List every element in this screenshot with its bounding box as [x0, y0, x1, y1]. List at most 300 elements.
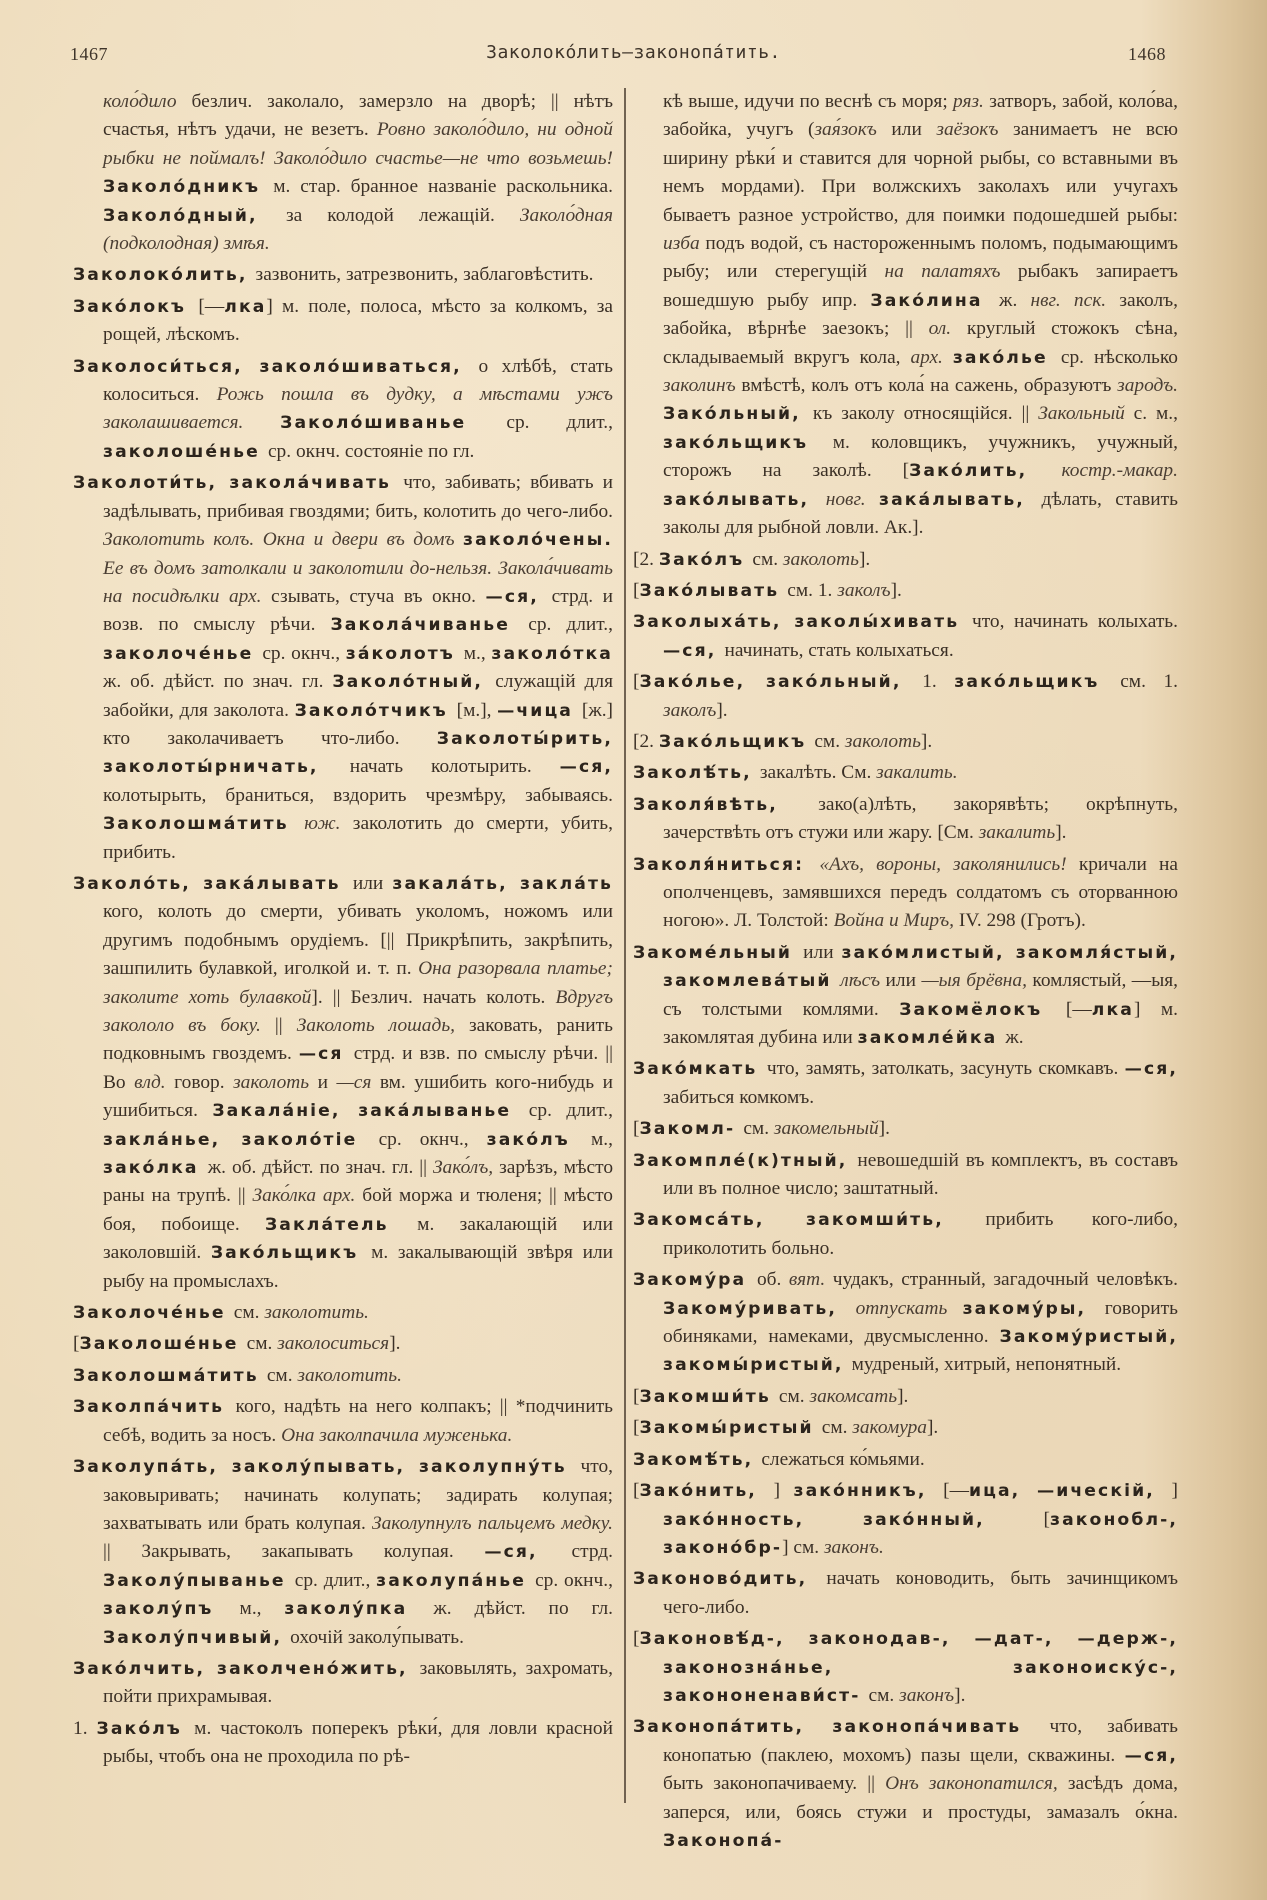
headword: Зако́мкать: [633, 1059, 767, 1080]
dictionary-entry: [73, 1362, 613, 1390]
dictionary-entry: [633, 1147, 1178, 1204]
entry-text: ж.: [1005, 1027, 1024, 1048]
entry-text: [—: [943, 1480, 969, 1502]
entry-text: заковылять, захромать, пойти прихрамывая.: [103, 1657, 613, 1708]
entry-text: невошедшій въ комплектъ, въ составъ или въ полное число; заштатный.: [663, 1149, 1179, 1200]
entry-text: кричали на ополченцевъ, замявшихся передъ солдатомъ съ оторванною ногою». Л. Толстой:: [663, 853, 1178, 932]
entry-text: см.: [743, 1118, 774, 1140]
entry-text: сзывать, стуча въ окно.: [270, 585, 486, 607]
headword: Заколо́дникъ: [103, 177, 274, 198]
entry-text: м. стар. бранное названіе раскольника.: [273, 176, 613, 198]
italic-text: костр.-макар.: [1061, 460, 1178, 482]
entry-text: ].: [926, 1417, 939, 1439]
entry-text: ср. окнч.,: [535, 1569, 613, 1591]
headword: Закомёлокъ: [899, 999, 1066, 1020]
left-column: [73, 88, 613, 1775]
headword: Зако́локъ: [73, 296, 199, 317]
entry-text: м.,: [239, 1598, 285, 1620]
italic-text: Зако́лка арх.: [252, 1185, 363, 1207]
italic-text: арх.: [910, 346, 953, 368]
italic-text: заколоть: [782, 548, 859, 570]
headword: зако́млистый, закомля́стый, закомлева́тый: [663, 942, 1178, 992]
entry-text: ж.: [999, 289, 1031, 311]
italic-text: юж.: [304, 813, 353, 835]
headword: зако́нникъ,: [793, 1481, 944, 1502]
italic-text: законъ.: [823, 1536, 884, 1558]
entry-text: м.,: [463, 642, 492, 664]
entry-text: [2.: [633, 730, 659, 752]
entry-text: ]: [773, 1480, 794, 1502]
headword: ица, —ическій,: [968, 1481, 1172, 1502]
headword: Зако́лье, зако́льный,: [639, 672, 923, 693]
headword: Заколоче́нье: [73, 1303, 234, 1324]
entry-text: см. 1.: [1120, 671, 1178, 693]
headword: —ся,: [484, 1542, 572, 1563]
headword: Закому́ристый, закомы́ристый,: [663, 1327, 1178, 1376]
headword: Зако́лина: [870, 290, 1000, 311]
headword: —ся: [298, 1044, 354, 1065]
headword: Заколоси́ться, заколо́шиваться,: [73, 356, 479, 377]
dictionary-entry: [73, 88, 613, 258]
italic-text: закомельный: [773, 1118, 879, 1140]
entry-text: говор.: [174, 1071, 234, 1093]
headword: зако́лка: [103, 1158, 208, 1179]
entry-text: ср. нѣсколько: [1060, 346, 1178, 368]
headword: Заколя́вѣть,: [633, 794, 819, 815]
italic-text: заколоситься: [277, 1333, 390, 1355]
headword: Закомса́ть, закомши́ть,: [633, 1210, 986, 1231]
italic-text: закалить: [978, 822, 1056, 844]
entry-text: начать коноводить, быть зачинщикомъ чего-либо.: [663, 1568, 1178, 1618]
entry-text: м. коловщикъ, учужникъ, учужный, сторожъ на заколѣ. [: [663, 431, 1178, 482]
entry-text: зако(а)лѣть, закорявѣть; окрѣпнуть, зачерствѣть отъ стужи или жару. [См.: [663, 793, 1178, 844]
entry-text: заколъ, забойка, вѣрнѣе заезокъ; ||: [663, 289, 1179, 340]
italic-text: заколотить.: [297, 1364, 402, 1386]
entry-text: ].: [920, 730, 933, 752]
italic-text: заёзокъ: [936, 119, 1013, 141]
entry-text: ср. длит.,: [528, 614, 613, 636]
headword: —ся,: [485, 586, 552, 607]
headword: Зако́лывать: [639, 580, 788, 601]
entry-text: что, начинать колыхать.: [971, 611, 1178, 633]
entry-text: или: [891, 119, 937, 141]
headword: Заколошма́тить: [103, 814, 305, 835]
italic-text: Она заколпачила муженька.: [281, 1424, 513, 1446]
entry-text: [м.],: [456, 699, 498, 721]
italic-text: Рожь пошла въ дудку, а мѣстами ужъ заколашивается.: [103, 384, 613, 434]
headword: Заколоти́ть, закола́чивать: [73, 473, 404, 494]
entry-text: 1.: [922, 671, 955, 693]
entry-text: слежаться ко́мьями.: [761, 1448, 925, 1470]
entry-text: [: [1043, 1508, 1050, 1530]
entry-text: кѣ выше, идучи по веснѣ съ моря;: [663, 91, 954, 112]
entry-text: || Закрывать, закапывать колупая.: [103, 1541, 485, 1563]
entry-text: быть законопачиваему. ||: [663, 1773, 886, 1795]
italic-text: Вдругъ закололо въ боку.: [103, 986, 614, 1036]
dictionary-entry: [73, 1715, 613, 1772]
headword: Заколупа́ть, заколу́пывать, заколупну́ть: [73, 1457, 581, 1478]
italic-text: законъ: [899, 1684, 955, 1706]
headword: зако́лье: [952, 347, 1061, 368]
dictionary-entry: [73, 353, 613, 467]
entry-text: ].: [716, 699, 728, 721]
headword: Зако́лъ: [658, 549, 753, 570]
italic-text: ол.: [928, 318, 967, 340]
headword: Зако́льный,: [663, 404, 813, 425]
entry-text: [—: [1065, 998, 1092, 1020]
headword: зако́лъ: [486, 1129, 592, 1150]
dictionary-entry: [73, 870, 613, 1296]
entry-text: IV. 298 (Гротъ).: [958, 910, 1086, 932]
headword: Закомѣ́ть,: [633, 1449, 762, 1470]
italic-text: коло́дило: [103, 91, 192, 112]
italic-text: новг.: [825, 488, 879, 510]
dictionary-entry: [633, 1477, 1178, 1562]
headword: Закомпле́(к)тный,: [633, 1150, 858, 1171]
entry-text: см.: [778, 1385, 810, 1407]
headword: Зако́лъ: [96, 1718, 195, 1739]
italic-text: изба: [663, 233, 706, 255]
dictionary-entry: [633, 1713, 1178, 1855]
dictionary-entry: [73, 1453, 613, 1652]
headword: закомле́йка: [857, 1028, 1006, 1048]
headword: заколо́тка: [491, 643, 613, 664]
entry-text: ].: [389, 1333, 401, 1355]
entry-text: заковать, ранить подковнымъ гвоздемъ.: [103, 1015, 613, 1065]
headword: Законопа́тить, законопа́чивать: [633, 1717, 1050, 1738]
right-column: [633, 88, 1178, 1858]
entry-text: [2.: [633, 548, 659, 570]
entry-text: кого, колоть до смерти, убивать уколомъ, ножомъ или другимъ подобнымъ орудіемъ. [|| Прикрѣпить, закрѣпить, зашпилить булавкой, иголкой и. т. п.: [103, 901, 613, 980]
entry-text: дѣлать, ставить заколы для рыбной ловли. Ак.].: [663, 488, 1178, 539]
entry-text: бой моржа и тюленя; || мѣсто боя, побоище.: [103, 1185, 613, 1235]
dictionary-entry: [633, 88, 1178, 543]
entry-text: м. закалывающій звѣря или рыбу на промыслахъ.: [103, 1242, 614, 1292]
dictionary-entry: [633, 1565, 1178, 1622]
entry-text: ср. окнч. состояніе по гл.: [267, 440, 475, 462]
entry-text: ж. дѣйст. по гл.: [433, 1598, 613, 1620]
entry-text: подъ водой, съ настороженнымъ поломъ, подымающимъ рыбу; или стерегущій: [663, 233, 1178, 283]
dictionary-entry: [73, 261, 613, 289]
entry-text: забиться комкомъ.: [663, 1086, 815, 1108]
italic-text: Заколотить колъ. Окна и двери въ домъ: [103, 529, 464, 551]
entry-text: ср. окнч.,: [378, 1128, 487, 1150]
dictionary-entry: [633, 1055, 1178, 1112]
entry-text: ]: [1171, 1480, 1178, 1502]
entry-text: или: [885, 970, 922, 992]
dictionary-entry: [633, 1383, 1178, 1411]
entry-text: затворъ, забой, коло́ва, забойка, учугъ (: [663, 91, 1178, 141]
headword: зако́льщикъ: [954, 672, 1121, 693]
entry-text: зазвонить, затрезвонить, заблаговѣстить.: [255, 264, 594, 286]
entry-text: ||: [274, 1015, 297, 1036]
entry-text: ].: [858, 548, 871, 570]
headword: Заколо́тный,: [332, 672, 496, 693]
entry-text: [: [633, 1628, 640, 1650]
entry-text: говорить обиняками, намеками, двусмысленно.: [663, 1297, 1178, 1348]
italic-text: Закольный: [1038, 403, 1134, 425]
entry-text: [: [633, 671, 640, 693]
entry-text: с. м.,: [1133, 403, 1178, 425]
headword: Закомы́ристый: [639, 1418, 822, 1439]
italic-text: заколъ: [663, 699, 717, 721]
headword: Заколя́ниться:: [633, 854, 820, 875]
headword: Зако́лчить, заколчено́жить,: [73, 1658, 420, 1679]
dictionary-entry: [633, 577, 1178, 605]
headword: Зако́лить,: [909, 461, 1062, 482]
italic-text: Зако́лъ,: [432, 1157, 500, 1179]
entry-text: комлястый, —ыя, съ толстыми комлями.: [663, 970, 1178, 1020]
headword: заколоше́нье: [103, 441, 268, 462]
entry-text: см.: [821, 1417, 853, 1439]
entry-text: см.: [814, 730, 845, 752]
italic-text: заколинъ: [663, 375, 742, 397]
headword: Закомл-: [639, 1119, 744, 1140]
headword: закому́ры,: [962, 1298, 1105, 1319]
entry-text: ср. длит.,: [528, 1100, 613, 1122]
headword: Заколыха́ть, заколы́хивать: [633, 612, 972, 633]
entry-text: см. 1.: [787, 579, 838, 601]
entry-text: [ж.] кто заколачиваетъ что-либо.: [103, 699, 614, 749]
italic-text: Заколупнулъ пальцемъ медку.: [372, 1512, 613, 1534]
headword: закала́ть, закла́ть: [392, 873, 613, 894]
headword: закла́нье, заколо́тіе: [103, 1129, 379, 1150]
headword: —ся,: [1124, 1059, 1178, 1080]
headword: Заколоко́лить,: [73, 265, 256, 286]
headword: Закала́ніе, зака́лыванье: [212, 1101, 529, 1122]
entry-text: что, забивать; вбивать и задѣлывать, прибивая гвоздями; бить, колотить до чего-либо.: [103, 472, 613, 522]
dictionary-entry: [633, 1115, 1178, 1143]
italic-text: на палатяхъ: [884, 261, 1018, 283]
headword: заколо́чены.: [463, 530, 613, 551]
entry-text: стрд. и взв. по смыслу рѣчи. || Во: [103, 1043, 613, 1093]
entry-text: что, замять, затолкать, засунуть скомкавъ.: [766, 1058, 1125, 1080]
entry-text: занимаетъ не всю ширину рѣки́ и ставится для чорной рыбы, со вставными въ немъ мордами). При волжскихъ заколахъ или учугахъ бываетъ разное устройство, для поимки подошедшей рыбы:: [663, 119, 1179, 226]
headword: заколу́пъ: [103, 1599, 240, 1620]
entry-text: [: [633, 579, 640, 601]
headword: Закому́ра: [633, 1270, 757, 1291]
entry-text: начинать, стать колыхаться.: [724, 639, 954, 661]
entry-text: охочій заколу́пывать.: [290, 1626, 464, 1648]
italic-text: Она разорвала платье; заколите хоть булавкой: [103, 958, 613, 1008]
headword: Законовѣ́д-, законодав-, —дат-, —держ-, законозна́нье, законоиску́с-, закононенави́ст-: [639, 1629, 1178, 1706]
italic-text: вят.: [788, 1269, 833, 1291]
entry-text: ж. об. дѣйст. по знач. гл. ||: [207, 1157, 433, 1179]
headword: Законопа́-: [663, 1830, 784, 1851]
entry-text: стрд. и возв. по смыслу рѣчи.: [103, 585, 613, 636]
italic-text: Заколоть лошадь,: [296, 1015, 470, 1036]
italic-text: зая́зокъ: [814, 119, 892, 141]
headword: Заколпа́чить: [73, 1397, 236, 1418]
headword: —чица: [497, 700, 582, 721]
entry-text: м. закалающій или заколовшій.: [103, 1213, 613, 1264]
dictionary-entry: [73, 1393, 613, 1450]
entry-text: закалѣть. См.: [759, 762, 877, 784]
page-number-left: 1467: [70, 44, 108, 64]
entry-text: мудреный, хитрый, непонятный.: [851, 1354, 1122, 1376]
entry-text: ж. об. дѣйст. по знач. гл.: [103, 671, 333, 693]
dictionary-entry: [633, 759, 1178, 787]
dictionary-entry: [633, 1446, 1178, 1474]
entry-text: кого, надѣть на него колпакъ; || *подчинить себѣ, водить за носъ.: [103, 1396, 614, 1446]
headword: за́колотъ: [345, 643, 464, 664]
italic-text: ряз.: [953, 91, 990, 112]
headword: Заколу́пыванье: [103, 1570, 295, 1591]
italic-text: нвг. пск.: [1030, 289, 1120, 311]
entry-text: ср. окнч.,: [262, 642, 346, 664]
entry-text: см.: [246, 1333, 278, 1355]
entry-text: служащій для забойки, для заколота.: [103, 671, 613, 721]
entry-text: колотырыть, браниться, вздорить чрезмѣру, забываясь.: [103, 784, 613, 806]
dictionary-entry: [633, 851, 1178, 936]
dictionary-entry: [633, 1206, 1178, 1263]
headword: —ся,: [559, 757, 613, 778]
headword: зако́лывать,: [663, 489, 826, 510]
italic-text: —ыя брёвна,: [921, 970, 1033, 992]
dictionary-entry: [73, 1299, 613, 1327]
italic-text: Ее въ домъ затолкали и заколотили до-нельзя. Закола́чивать на посидѣлки: [103, 557, 613, 607]
entry-text: ].: [878, 1118, 890, 1140]
entry-text: прибить кого-либо, приколотить больно.: [663, 1209, 1178, 1259]
dictionary-entry: [73, 293, 613, 350]
headword: Заколо́ть, зака́лывать: [73, 873, 353, 894]
dictionary-entry: [633, 728, 1178, 756]
headword: лка: [1091, 999, 1134, 1020]
entry-text: [: [633, 1480, 640, 1502]
headword: заколу́пка: [284, 1599, 434, 1620]
headword: заколупа́нье: [376, 1570, 536, 1591]
entry-text: зарѣзъ, мѣсто раны на трупѣ. ||: [103, 1157, 614, 1207]
headword: Зако́льщикъ: [210, 1243, 372, 1264]
entry-text: заколотить до смерти, убить, прибить.: [103, 813, 613, 863]
headword: Закоме́льный: [633, 942, 804, 963]
entry-text: ср. длит.,: [506, 412, 613, 434]
dictionary-entry: [633, 608, 1178, 665]
page-number-right: 1468: [1128, 44, 1166, 64]
italic-text: Заколо́дная (подколодная) змѣя.: [103, 204, 614, 255]
entry-text: или: [803, 941, 842, 963]
headword: Заколоты́рить, заколоты́рничать,: [103, 728, 613, 778]
headword: зако́нность, зако́нный,: [663, 1509, 1044, 1530]
entry-text: м. частоколъ поперекъ рѣки́, для ловли красной рыбы, чтобъ она не проходила по рѣ-: [103, 1717, 613, 1768]
dictionary-entry: [633, 668, 1178, 725]
headword: —ся,: [663, 640, 725, 661]
dictionary-entry: [73, 1330, 613, 1358]
entry-text: см.: [233, 1302, 265, 1324]
entry-text: ] см.: [782, 1536, 824, 1558]
dictionary-entry: [633, 1625, 1178, 1710]
entry-text: 1.: [73, 1717, 97, 1739]
entry-text: о хлѣбѣ, стать колоситься.: [103, 355, 613, 406]
headword: Закому́ривать,: [663, 1298, 856, 1319]
italic-text: заколоть: [844, 730, 921, 752]
entry-text: вмѣстѣ, колъ отъ кола́ на сажень, образуютъ: [741, 375, 1118, 397]
italic-text: Онъ законопатился,: [885, 1773, 1068, 1795]
column-divider: [624, 88, 626, 1803]
entry-text: ].: [897, 1385, 909, 1407]
headword: Заколѣ́ть,: [633, 763, 760, 784]
headword: Заколо́шиванье: [280, 413, 507, 434]
entry-text: стрд.: [571, 1541, 613, 1563]
italic-text: лѣсъ: [840, 970, 886, 992]
headword: зако́льщикъ: [663, 432, 833, 453]
entry-text: см.: [868, 1684, 900, 1706]
entry-text: засѣдъ дома, заперся, или, боясь стужи и простуды, замазалъ о́кна.: [663, 1773, 1179, 1823]
italic-text: Война и Миръ,: [833, 910, 959, 932]
headword: Закла́тель: [264, 1214, 418, 1235]
entry-text: къ заколу относящійся. ||: [812, 403, 1039, 425]
dictionary-entry: [73, 469, 613, 867]
entry-text: что, заковыривать; начинать колупать; задирать колупая; захватывать или брать колупая.: [103, 1456, 613, 1534]
italic-text: арх.: [228, 585, 271, 607]
running-head: [0, 42, 1267, 70]
italic-text: заколоть: [233, 1071, 318, 1093]
headword: законобл-, законо́бр-: [663, 1509, 1178, 1558]
entry-text: вм. ушибить кого-нибудь и ушибиться.: [103, 1071, 613, 1122]
entry-text: или: [352, 872, 393, 894]
entry-text: ]. || Безлич. начать колоть.: [311, 986, 556, 1008]
entry-text: [—: [198, 295, 225, 317]
entry-text: чудакъ, странный, загадочный человѣкъ.: [832, 1269, 1178, 1291]
headword: лка: [224, 296, 267, 317]
dictionary-entry: [633, 546, 1178, 574]
entry-text: [: [633, 1417, 640, 1439]
dictionary-entry: [73, 1655, 613, 1712]
entry-text: начать колотырить.: [349, 756, 560, 778]
entry-text: ].: [1055, 822, 1067, 844]
entry-text: м.,: [591, 1128, 613, 1150]
headword: Закомши́ть: [639, 1386, 779, 1407]
headword: заколоче́нье: [103, 643, 263, 664]
entry-text: ].: [890, 579, 902, 601]
entry-text: см.: [752, 548, 783, 570]
italic-text: закомура: [852, 1417, 927, 1439]
entry-text: ср. длит.,: [294, 1569, 377, 1591]
entry-text: см.: [266, 1364, 298, 1386]
headword: Заколо́тчикъ: [294, 700, 457, 721]
entry-text: ] м. поле, полоса, мѣсто за колкомъ, за рощей, лѣскомъ.: [103, 295, 613, 346]
italic-text: влд.: [134, 1071, 175, 1093]
entry-text: ] м. закомлятая дубина или: [663, 998, 1178, 1048]
italic-text: отпускать: [855, 1297, 963, 1319]
entry-text: [: [633, 1118, 640, 1140]
italic-text: зародъ.: [1117, 375, 1178, 397]
entry-text: и: [317, 1071, 337, 1093]
entry-text: [: [633, 1385, 640, 1407]
italic-text: Ровно заколо́дило, ни одной рыбки не поймалъ! Заколо́дило счастье—не что возьмешь!: [103, 119, 613, 169]
entry-text: [: [73, 1333, 80, 1355]
dictionary-entry: [633, 1266, 1178, 1380]
entry-text: ].: [954, 1684, 966, 1706]
headword: Зако́льщикъ: [658, 731, 815, 752]
entry-text: что, забивать конопатью (паклею, мохомъ) пазы щели, скважины.: [663, 1716, 1178, 1766]
entry-text: об.: [756, 1269, 789, 1291]
headword: Заколу́пчивый,: [103, 1627, 291, 1648]
headword: Законово́дить,: [633, 1569, 827, 1590]
headword: Зако́нить,: [639, 1481, 774, 1502]
entry-text: круглый стожокъ сѣна, складываемый вкругъ кола,: [663, 318, 1178, 368]
page-header-title: Заколоко́лить—законопа́тить.: [486, 42, 781, 63]
headword: Заколо́дный,: [103, 205, 286, 226]
headword: зака́лывать,: [879, 489, 1042, 510]
italic-text: «Ахъ, вороны, заколянились!: [819, 853, 1079, 875]
entry-text: за колодой лежащій.: [285, 204, 520, 226]
dictionary-entry: [633, 1414, 1178, 1442]
headword: —ся,: [1124, 1745, 1178, 1766]
italic-text: заколотить.: [264, 1302, 369, 1324]
italic-text: заколъ: [837, 579, 891, 601]
headword: Заколошма́тить: [73, 1365, 267, 1386]
